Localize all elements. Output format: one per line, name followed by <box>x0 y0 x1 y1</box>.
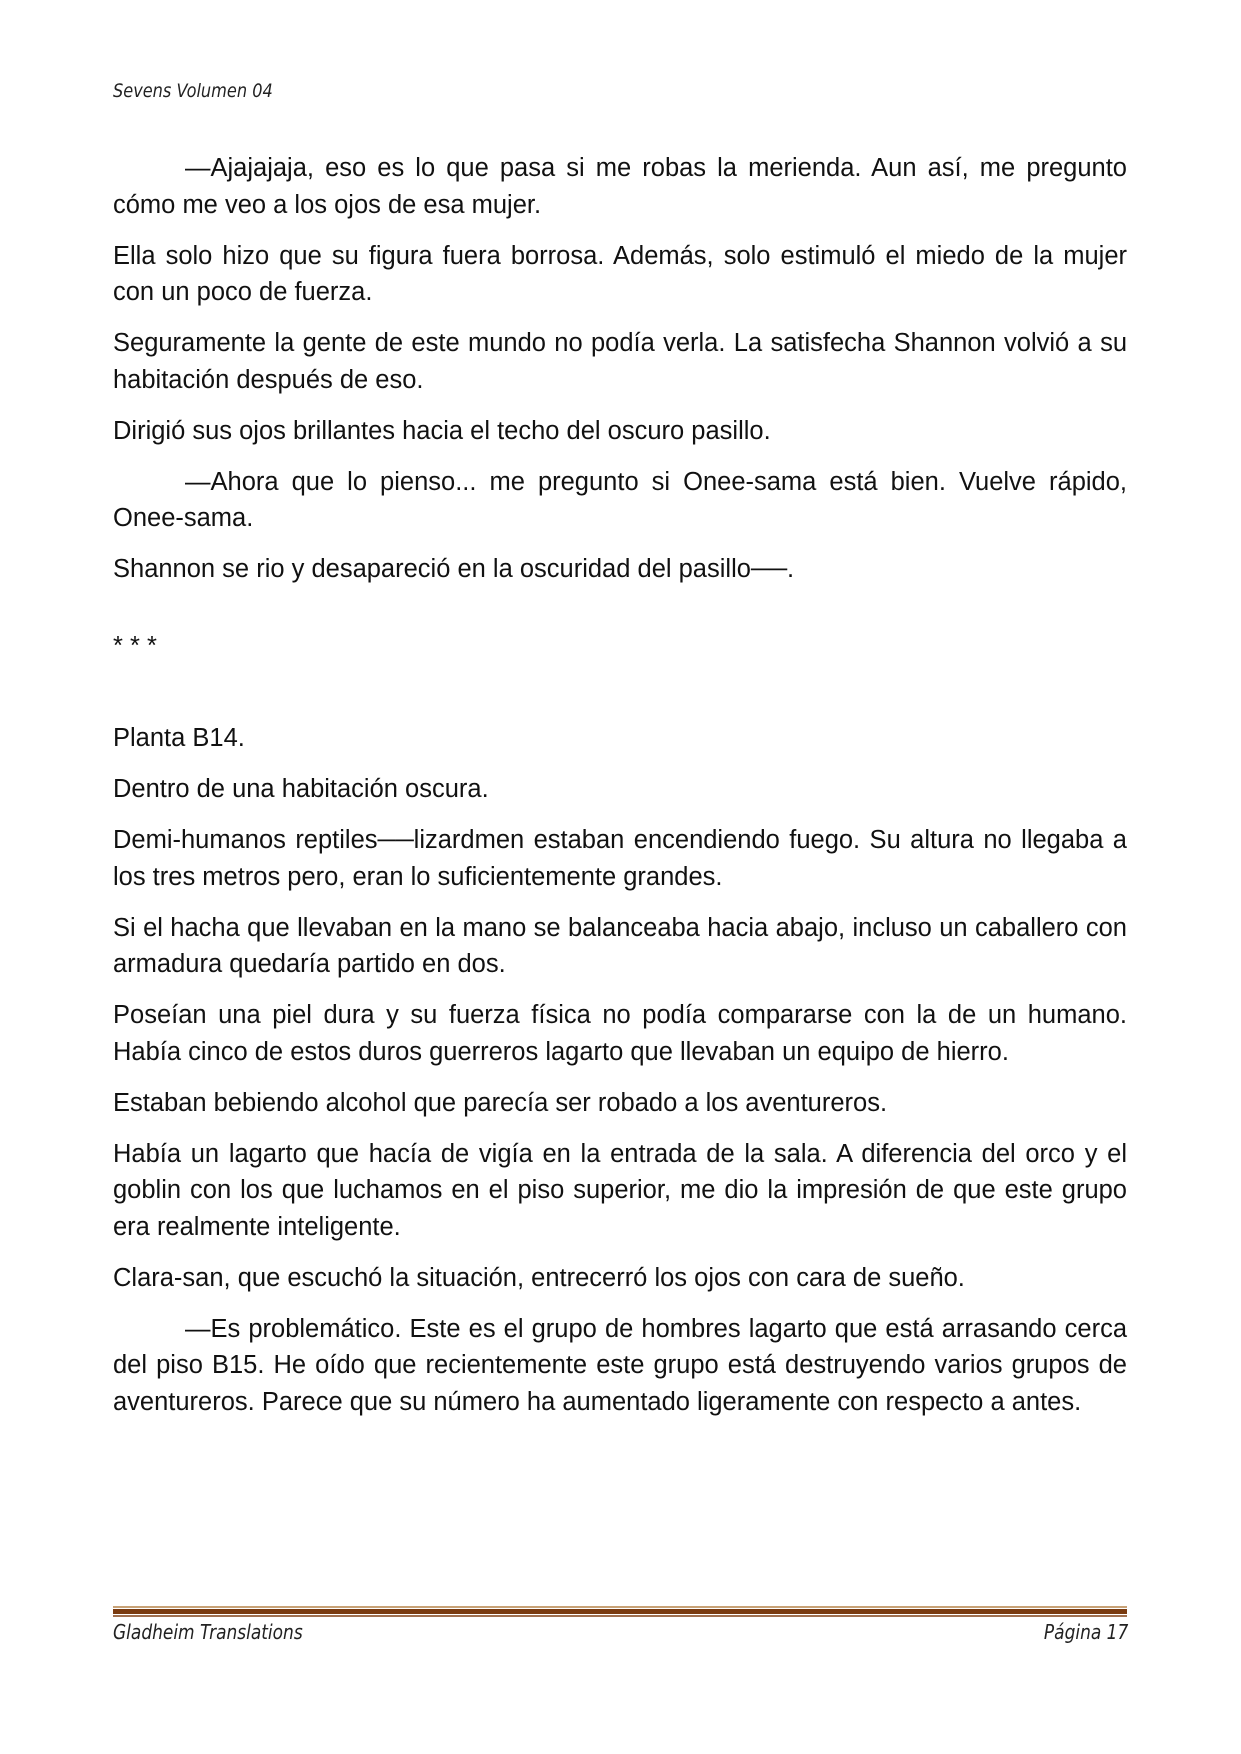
paragraph: Planta B14. <box>113 724 245 752</box>
paragraph: Estaban bebiendo alcohol que parecía ser robado a los aventureros. <box>113 1088 888 1117</box>
paragraph: Dirigió sus ojos brillantes hacia el techo del oscuro pasillo. <box>113 416 771 445</box>
page-body <box>113 150 1127 1435</box>
running-header: Sevens Volumen 04 <box>113 80 273 102</box>
paragraph: Demi-humanos reptiles──lizardmen estaban encendiendo fuego. Su altura no llegaba a los tres metros pero, eran lo suficientemente grandes. <box>113 826 1127 891</box>
scene-separator: * * * <box>113 631 157 660</box>
footer-rule <box>113 1606 1127 1617</box>
paragraph: —Es problemático. Este es el grupo de hombres lagarto que está arrasando cerca del piso B15. He oído que recientemente este grupo está destruyendo varios grupos de aventureros. Parece que su número ha aumentado ligeramente con respecto a antes. <box>113 1314 1127 1416</box>
paragraph: Dentro de una habitación oscura. <box>113 775 489 803</box>
paragraph: Seguramente la gente de este mundo no podía verla. La satisfecha Shannon volvió a su habitación después de eso. <box>113 329 1127 394</box>
paragraph: Si el hacha que llevaban en la mano se balanceaba hacia abajo, incluso un caballero con armadura quedaría partido en dos. <box>113 913 1127 978</box>
paragraph: Había un lagarto que hacía de vigía en la entrada de la sala. A diferencia del orco y el goblin con los que luchamos en el piso superior, me dio la impresión de que este grupo era realmente inteligente. <box>113 1139 1127 1241</box>
paragraph: —Ajajajaja, eso es lo que pasa si me robas la merienda. Aun así, me pregunto cómo me veo a los ojos de esa mujer. <box>113 154 1127 219</box>
paragraph: Ella solo hizo que su figura fuera borrosa. Además, solo estimuló el miedo de la mujer con un poco de fuerza. <box>113 241 1127 306</box>
footer-publisher: Gladheim Translations <box>113 1620 303 1644</box>
paragraph: Clara-san, que escuchó la situación, entrecerró los ojos con cara de sueño. <box>113 1263 965 1292</box>
paragraph: —Ahora que lo pienso... me pregunto si Onee-sama está bien. Vuelve rápido, Onee-sama. <box>113 467 1127 532</box>
paragraph: Poseían una piel dura y su fuerza física no podía compararse con la de un humano. Había cinco de estos duros guerreros lagarto que llevaban un equipo de hierro. <box>113 1001 1127 1066</box>
page-number: Página 17 <box>1043 1620 1128 1644</box>
paragraph: Shannon se rio y desapareció en la oscuridad del pasillo──. <box>113 555 795 583</box>
